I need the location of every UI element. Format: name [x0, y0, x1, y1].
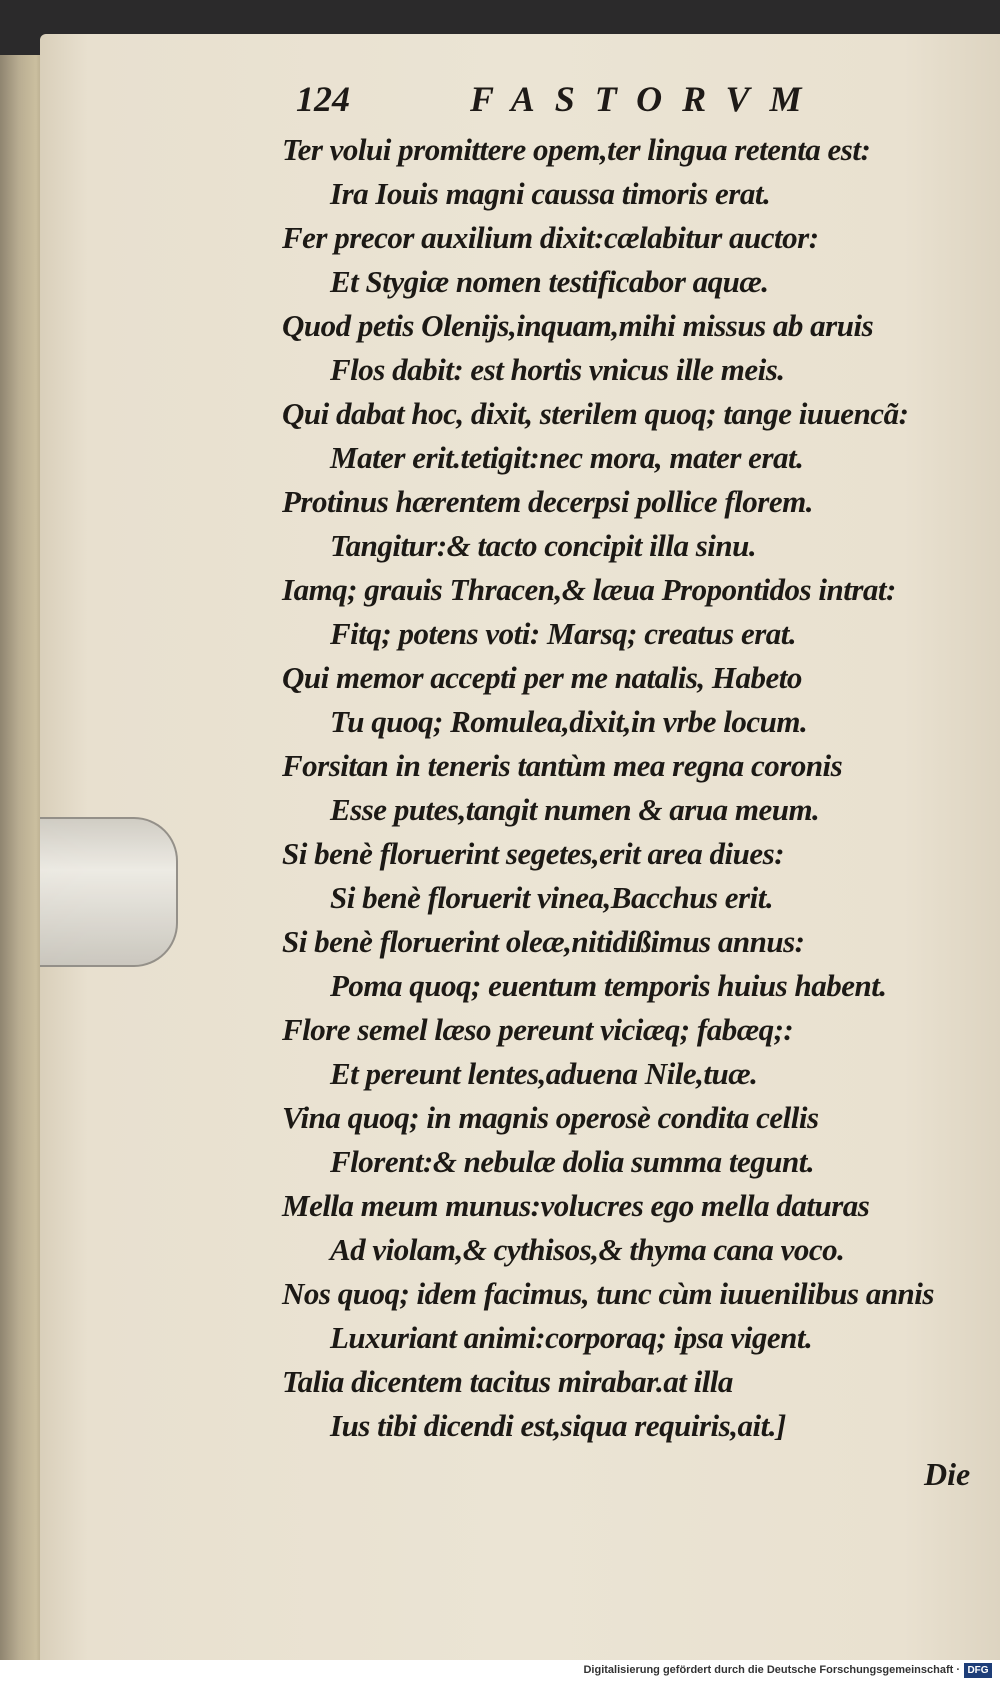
verse-line: Ter volui promittere opem,ter lingua retenta est:: [282, 132, 871, 167]
page-number: 124: [296, 79, 350, 119]
funding-credit: Digitalisierung gefördert durch die Deutsche Forschungsgemeinschaft ·: [583, 1664, 960, 1676]
verse-line: Ad violam,& cythisos,& thyma cana voco.: [330, 1232, 845, 1267]
verse-line: Si benè floruerint segetes,erit area diues:: [282, 836, 785, 871]
verse-line: Forsitan in teneris tantùm mea regna coronis: [282, 748, 843, 783]
verse-line: Et Stygiæ nomen testificabor aquæ.: [330, 264, 769, 299]
verse-line: Iamq; grauis Thracen,& læua Propontidos intrat:: [282, 572, 896, 607]
verse-line: Qui memor accepti per me natalis, Habeto: [282, 660, 802, 695]
verse-line: Et pereunt lentes,aduena Nile,tuæ.: [330, 1056, 758, 1091]
verse-text: [282, 128, 972, 1448]
verse-line: Fer precor auxilium dixit:cælabitur auctor:: [282, 220, 819, 255]
verse-line: Esse putes,tangit numen & arua meum.: [330, 792, 820, 827]
verse-line: Talia dicentem tacitus mirabar.at illa: [282, 1364, 733, 1399]
footer-bar: [0, 1660, 1000, 1683]
verse-line: Tu quoq; Romulea,dixit,in vrbe locum.: [330, 704, 808, 739]
verse-line: Luxuriant animi:corporaq; ipsa vigent.: [330, 1320, 813, 1355]
verse-line: Flos dabit: est hortis vnicus ille meis.: [330, 352, 785, 387]
verse-line: Quod petis Olenijs,inquam,mihi missus ab aruis: [282, 308, 874, 343]
verse-line: Si benè floruerint oleæ,nitidißimus annus:: [282, 924, 805, 959]
page-header: [296, 78, 856, 126]
verse-line: Florent:& nebulæ dolia summa tegunt.: [330, 1144, 815, 1179]
verse-line: Protinus hærentem decerpsi pollice florem.: [282, 484, 813, 519]
verse-line: Ius tibi dicendi est,siqua requiris,ait.]: [330, 1408, 786, 1443]
verse-line: Mater erit.tetigit:nec mora, mater erat.: [330, 440, 804, 475]
verse-line: Ira Iouis magni caussa timoris erat.: [330, 176, 771, 211]
running-title: FASTORVM: [470, 79, 822, 119]
verse-line: Qui dabat hoc, dixit, sterilem quoq; tange iuuencã:: [282, 396, 909, 431]
verse-line: Flore semel læso pereunt viciæq; fabæq;:: [282, 1012, 794, 1047]
dfg-logo: DFG: [964, 1663, 992, 1678]
verse-line: Poma quoq; euentum temporis huius habent.: [330, 968, 887, 1003]
verse-line: Fitq; potens voti: Marsq; creatus erat.: [330, 616, 797, 651]
verse-line: Tangitur:& tacto concipit illa sinu.: [330, 528, 757, 563]
verse-line: Si benè floruerit vinea,Bacchus erit.: [330, 880, 774, 915]
catchword: Die: [924, 1456, 971, 1492]
page-clip: [40, 817, 178, 967]
verse-line: Vina quoq; in magnis operosè condita cellis: [282, 1100, 819, 1135]
verse-line: Mella meum munus:volucres ego mella daturas: [282, 1188, 870, 1223]
verse-line: Nos quoq; idem facimus, tunc cùm iuuenilibus annis: [282, 1276, 934, 1311]
